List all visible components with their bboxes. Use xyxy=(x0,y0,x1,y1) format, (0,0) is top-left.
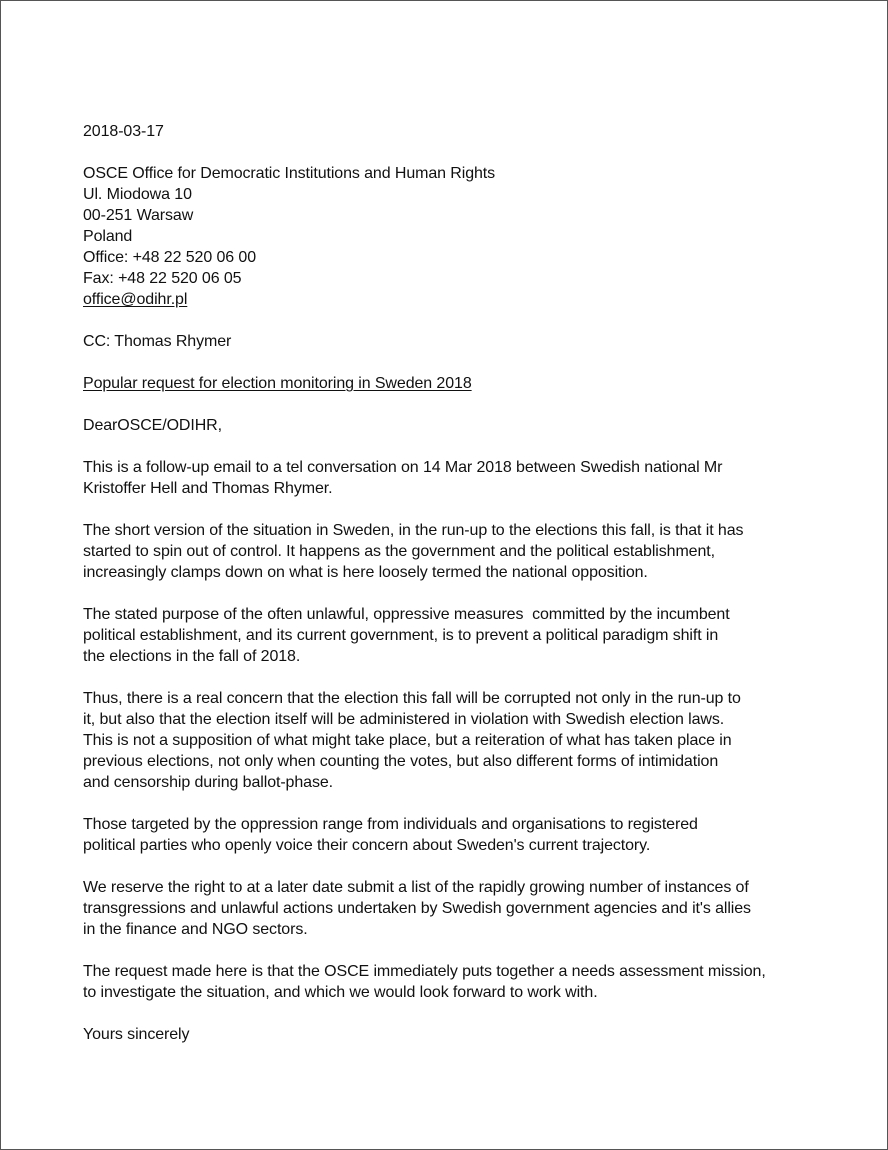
paragraph-line: political parties who openly voice their concern about Sweden's current trajectory. xyxy=(83,837,651,854)
paragraph-line: The short version of the situation in Sweden, in the run-up to the elections this fall, is that it has xyxy=(83,522,744,539)
paragraph-targeted xyxy=(83,814,813,856)
paragraph-line: political establishment, and its current government, is to prevent a political paradigm shift in xyxy=(83,627,719,644)
recipient-email-link[interactable]: office@odihr.pl xyxy=(83,291,188,308)
recipient-country: Poland xyxy=(83,228,133,245)
cc-line: CC: Thomas Rhymer xyxy=(83,333,232,350)
closing: Yours sincerely xyxy=(83,1026,190,1043)
paragraph-line: Kristoffer Hell and Thomas Rhymer. xyxy=(83,480,333,497)
paragraph-situation xyxy=(83,520,813,583)
paragraph-line: Those targeted by the oppression range from individuals and organisations to registered xyxy=(83,816,698,833)
letter-date: 2018-03-17 xyxy=(83,123,164,140)
paragraph-line: in the finance and NGO sectors. xyxy=(83,921,308,938)
paragraph-follow-up xyxy=(83,457,813,499)
paragraph-line: The request made here is that the OSCE immediately puts together a needs assessment mission, xyxy=(83,963,766,980)
recipient-office-phone: Office: +48 22 520 06 00 xyxy=(83,249,256,266)
recipient-organization: OSCE Office for Democratic Institutions and Human Rights xyxy=(83,165,496,182)
recipient-postal-city: 00-251 Warsaw xyxy=(83,207,194,224)
paragraph-reserve-right xyxy=(83,877,813,940)
paragraph-line: Thus, there is a real concern that the election this fall will be corrupted not only in the run-up to xyxy=(83,690,741,707)
recipient-address xyxy=(83,163,813,310)
paragraph-line: to investigate the situation, and which we would look forward to work with. xyxy=(83,984,598,1001)
paragraph-line: This is not a supposition of what might take place, but a reiteration of what has taken place in xyxy=(83,732,732,749)
paragraph-stated-purpose xyxy=(83,604,813,667)
letter-body xyxy=(83,121,813,1045)
salutation: DearOSCE/ODIHR, xyxy=(83,417,222,434)
paragraph-line: transgressions and unlawful actions undertaken by Swedish government agencies and it's allies xyxy=(83,900,751,917)
paragraph-line: it, but also that the election itself will be administered in violation with Swedish election laws. xyxy=(83,711,725,728)
paragraph-line: started to spin out of control. It happens as the government and the political establishment, xyxy=(83,543,715,560)
recipient-fax: Fax: +48 22 520 06 05 xyxy=(83,270,242,287)
paragraph-line: previous elections, not only when counting the votes, but also different forms of intimidation xyxy=(83,753,719,770)
paragraph-line: increasingly clamps down on what is here loosely termed the national opposition. xyxy=(83,564,648,581)
recipient-street: Ul. Miodowa 10 xyxy=(83,186,192,203)
letter-subject: Popular request for election monitoring in Sweden 2018 xyxy=(83,375,472,392)
paragraph-line: The stated purpose of the often unlawful, oppressive measures committed by the incumbent xyxy=(83,606,730,623)
paragraph-line: This is a follow-up email to a tel conversation on 14 Mar 2018 between Swedish national Mr xyxy=(83,459,723,476)
paragraph-concern xyxy=(83,688,813,793)
paragraph-request xyxy=(83,961,813,1003)
paragraph-line: the elections in the fall of 2018. xyxy=(83,648,301,665)
paragraph-line: and censorship during ballot-phase. xyxy=(83,774,334,791)
paragraph-line: We reserve the right to at a later date submit a list of the rapidly growing number of instances of xyxy=(83,879,749,896)
